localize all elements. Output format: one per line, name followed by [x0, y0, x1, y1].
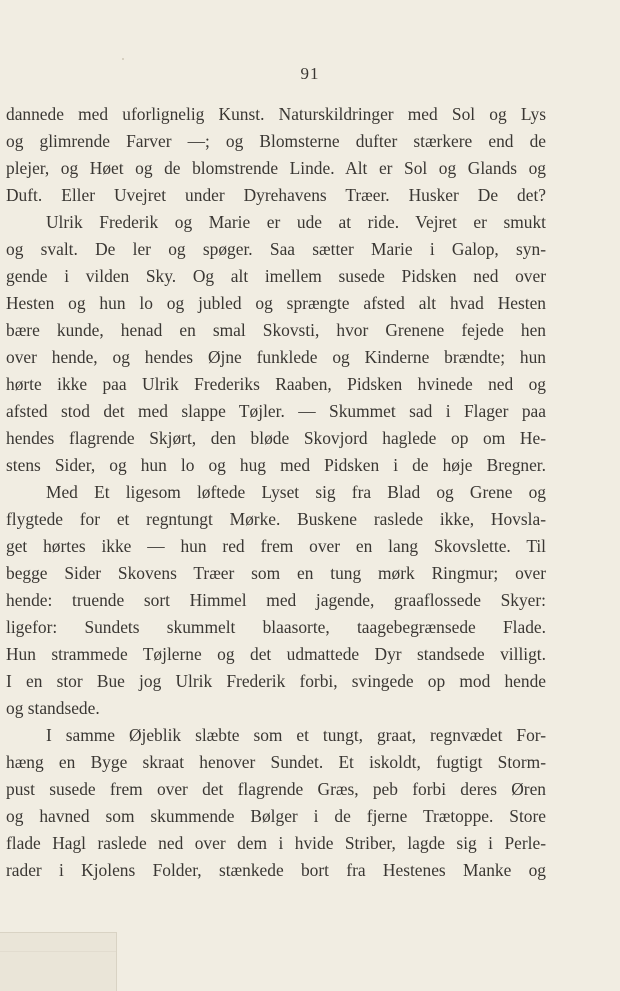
text-line: bære kunde, henad en smal Skovsti, hvor Grenene fejede hen [6, 320, 546, 340]
text-line: get hørtes ikke — hun red frem over en lang Skovslette. Til [6, 536, 546, 556]
text-line: hæng en Byge skraat henover Sundet. Et iskoldt, fugtigt Storm- [6, 752, 546, 772]
text-line: og havned som skummende Bølger i de fjerne Trætoppe. Store [6, 806, 546, 826]
text-line: plejer, og Høet og de blomstrende Linde. Alt er Sol og Glands og [6, 158, 546, 178]
text-line: Hesten og hun lo og jubled og sprængte afsted alt hvad Hesten [6, 293, 546, 313]
text-line: og svalt. De ler og spøger. Saa sætter Marie i Galop, syn- [6, 239, 546, 259]
text-line: rader i Kjolens Folder, stænkede bort fra Hestenes Manke og [6, 860, 546, 880]
text-line: I en stor Bue jog Ulrik Frederik forbi, svingede op mod hende [6, 671, 546, 691]
text-line: flygtede for et regntungt Mørke. Buskene raslede ikke, Hovsla- [6, 509, 546, 529]
text-line: begge Sider Skovens Træer som en tung mørk Ringmur; over [6, 563, 546, 583]
page-number: 91 [300, 64, 320, 83]
paragraph-start-line: Med Et ligesom løftede Lyset sig fra Blad og Grene og [46, 482, 546, 502]
text-line: afsted stod det med slappe Tøjler. — Skummet sad i Flager paa [6, 401, 546, 421]
paragraph-start-line: I samme Øjeblik slæbte som et tungt, graat, regnvædet For- [46, 725, 546, 745]
paper-speck [122, 58, 124, 60]
text-line: dannede med uforlignelig Kunst. Naturskildringer med Sol og Lys [6, 104, 546, 124]
paper-stain [0, 932, 117, 991]
paragraph-start-line: Ulrik Frederik og Marie er ude at ride. Vejret er smukt [46, 212, 546, 232]
paragraph-end-line: og standsede. [6, 698, 100, 718]
text-line: hendes flagrende Skjørt, den bløde Skovjord haglede op om He- [6, 428, 546, 448]
text-line: Hun strammede Tøjlerne og det udmattede Dyr standsede villigt. [6, 644, 546, 664]
text-line: over hende, og hendes Øjne funklede og Kinderne brændte; hun [6, 347, 546, 367]
text-line: stens Sider, og hun lo og hug med Pidsken i de høje Bregner. [6, 455, 546, 475]
text-line: ligefor: Sundets skummelt blaasorte, taagebegrænsede Flade. [6, 617, 546, 637]
text-line: pust susede frem over det flagrende Græs, peb forbi deres Øren [6, 779, 546, 799]
text-line: hørte ikke paa Ulrik Frederiks Raaben, Pidsken hvinede ned og [6, 374, 546, 394]
text-line: og glimrende Farver —; og Blomsterne dufter stærkere end de [6, 131, 546, 151]
text-line: Duft. Eller Uvejret under Dyrehavens Træer. Husker De det? [6, 185, 546, 205]
text-line: flade Hagl raslede ned over dem i hvide Striber, lagde sig i Perle- [6, 833, 546, 853]
text-line: hende: truende sort Himmel med jagende, graaflossede Skyer: [6, 590, 546, 610]
text-line: gende i vilden Sky. Og alt imellem susede Pidsken ned over [6, 266, 546, 286]
